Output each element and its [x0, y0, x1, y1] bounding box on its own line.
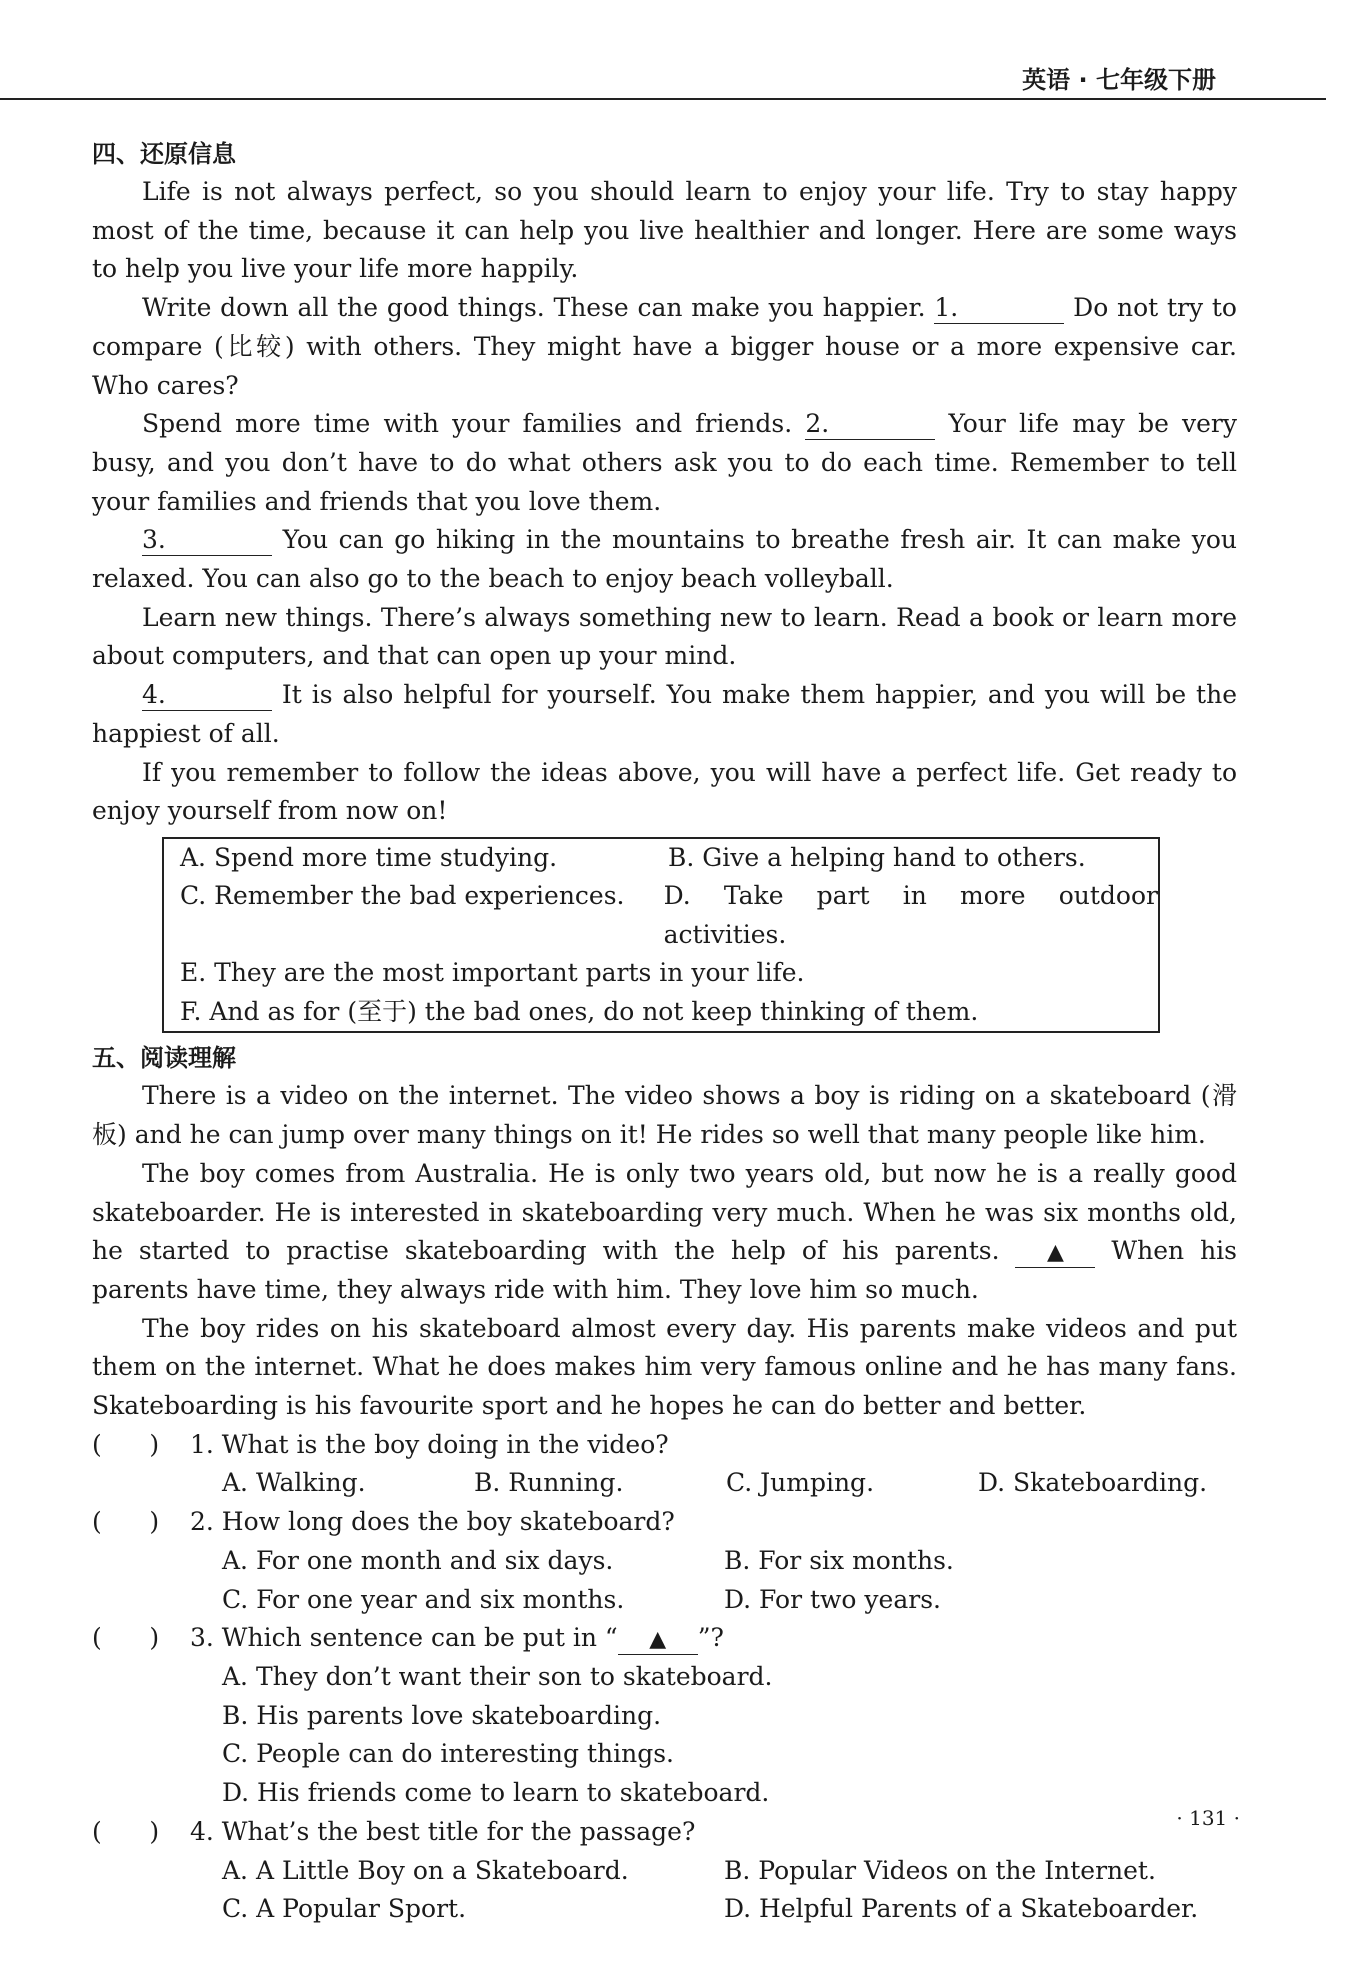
question-3-choices [92, 1658, 1237, 1813]
answer-parentheses: ( ) [92, 1429, 160, 1459]
choice-b: B. For six months. [724, 1545, 954, 1575]
page-content [92, 135, 1237, 1929]
options-row [180, 839, 1158, 878]
choice-d: D. Helpful Parents of a Skateboarder. [724, 1894, 1199, 1924]
answer-blank-3: 3. [142, 525, 272, 556]
triangle-blank [618, 1624, 698, 1655]
page-header [0, 58, 1326, 100]
section-4-paragraph-5: Learn new things. There’s always something new to learn. Read a book or learn more about computers, and that can open up your mind. [92, 602, 1237, 671]
choice-c: C. People can do interesting things. [222, 1739, 675, 1769]
choice-a: A. A Little Boy on a Skateboard. [222, 1855, 629, 1885]
section-4-paragraph-4 [92, 521, 1237, 598]
page-number: · 131 · [1176, 1806, 1240, 1830]
triangle-icon: ▲ [1047, 1240, 1064, 1266]
option-c: C. Remember the bad experiences. [180, 881, 625, 911]
option-a: A. Spend more time studying. [180, 842, 558, 872]
choice-c: C. Jumping. [726, 1468, 875, 1498]
answer-parentheses: ( ) [92, 1623, 160, 1653]
choices-row [222, 1890, 1237, 1929]
question-1-choices [92, 1464, 1237, 1503]
section-4-paragraph-3 [92, 405, 1237, 521]
choice-d: D. Skateboarding. [978, 1468, 1208, 1498]
choice-a: A. They don’t want their son to skateboard. [222, 1662, 773, 1691]
choices-row [222, 1542, 1237, 1581]
paragraph-text: Write down all the good things. These can make you happier. [142, 293, 935, 323]
options-row [180, 877, 1158, 954]
choice-d: D. For two years. [724, 1584, 941, 1614]
choice-a: A. Walking. [222, 1468, 366, 1498]
paragraph-text: When his parents have time, they always ride with him. They love him so much. [92, 1236, 1238, 1304]
question-2 [92, 1503, 1237, 1542]
paragraph-text: Your life may be very busy, and you don’t have to do what others ask you to do each time. Remember to tell your families and friends that you love them. [92, 409, 1238, 516]
section-5-title: 五、阅读理解 [92, 1044, 236, 1073]
question-3 [92, 1619, 1237, 1658]
option-d: D. Take part in more outdoor activities. [663, 881, 1158, 949]
choices-row [222, 1852, 1237, 1891]
choice-c: C. For one year and six months. [222, 1584, 625, 1614]
stem-text: ”? [697, 1623, 724, 1653]
paragraph-text: It is also helpful for yourself. You make them happier, and you will be the happiest of all. [92, 680, 1237, 748]
question-4 [92, 1813, 1237, 1852]
section-4-paragraph-7: If you remember to follow the ideas above, you will have a perfect life. Get ready to enjoy yourself from now on! [92, 757, 1237, 826]
question-1 [92, 1426, 1237, 1465]
stem-text: 3. Which sentence can be put in “ [190, 1623, 618, 1653]
triangle-blank [1015, 1237, 1095, 1268]
question-stem: 1. What is the boy doing in the video? [190, 1429, 669, 1459]
option-e: E. They are the most important parts in your life. [180, 958, 805, 988]
paragraph-text: You can go hiking in the mountains to breathe fresh air. It can make you relaxed. You can also go to the beach to enjoy beach volleyball. [92, 525, 1237, 594]
choice-b: B. His parents love skateboarding. [222, 1700, 662, 1730]
options-box [162, 837, 1160, 1034]
question-stem [190, 1619, 724, 1658]
choices-row [222, 1464, 1237, 1503]
answer-blank-1: 1. [934, 293, 1064, 324]
answer-parentheses: ( ) [92, 1816, 160, 1846]
section-4-paragraph-6 [92, 676, 1237, 753]
question-4-choices [92, 1852, 1237, 1929]
choice-b: B. Popular Videos on the Internet. [724, 1855, 1156, 1885]
question-2-choices [92, 1542, 1237, 1619]
question-stem: 2. How long does the boy skateboard? [190, 1507, 675, 1537]
section-4-title: 四、还原信息 [92, 140, 236, 168]
paragraph-text: Spend more time with your families and friends. [142, 409, 806, 439]
section-5-paragraph-1: There is a video on the internet. The video shows a boy is riding on a skateboard (滑板) and he can jump over many things on it! He rides so well that many people like him. [92, 1081, 1237, 1150]
option-f: F. And as for (至于) the bad ones, do not keep thinking of them. [180, 996, 979, 1026]
option-b: B. Give a helping hand to others. [668, 842, 1086, 872]
section-5-paragraph-2 [92, 1155, 1237, 1310]
answer-blank-2: 2. [805, 409, 935, 440]
answer-parentheses: ( ) [92, 1507, 160, 1537]
paragraph-text: The boy comes from Australia. He is only two years old, but now he is a really good skateboarder. He is interested in skateboarding very much. When he was six months old, he started to practise skateboarding with the help of his parents. [92, 1158, 1237, 1266]
choice-c: C. A Popular Sport. [222, 1894, 467, 1924]
question-stem: 4. What’s the best title for the passage? [190, 1816, 696, 1846]
choice-d: D. His friends come to learn to skateboard. [222, 1778, 770, 1808]
section-5-paragraph-3: The boy rides on his skateboard almost every day. His parents make videos and put them on the internet. What he does makes him very famous online and he has many fans. Skateboarding is his favourite sport and he hopes he can do better and better. [92, 1313, 1237, 1421]
book-title: 英语 · 七年级下册 [1022, 66, 1216, 94]
choices-row [222, 1581, 1237, 1620]
section-4-paragraph-2 [92, 289, 1237, 405]
section-4-paragraph-1: Life is not always perfect, so you should learn to enjoy your life. Try to stay happy most of the time, because it can help you live healthier and longer. Here are some ways to help you live your life more happily. [92, 177, 1237, 284]
triangle-icon: ▲ [649, 1627, 667, 1653]
choice-b: B. Running. [474, 1468, 624, 1498]
answer-blank-4: 4. [142, 680, 272, 711]
paragraph-text: Do not try to compare (比较) with others. They might have a bigger house or a more expensive car. Who cares? [92, 293, 1237, 400]
choice-a: A. For one month and six days. [222, 1545, 614, 1575]
